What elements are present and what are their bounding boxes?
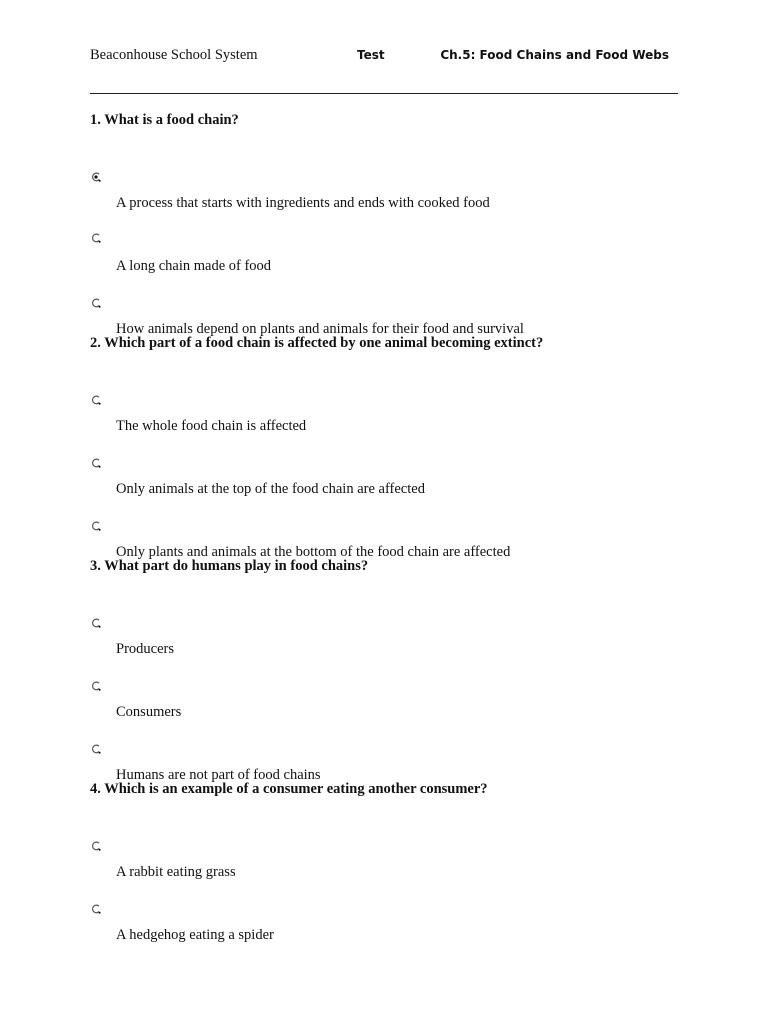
radio-button[interactable]	[91, 233, 101, 243]
option-label: Consumers	[116, 704, 182, 720]
question-title: 1. What is a food chain?	[90, 112, 239, 128]
answer-option[interactable]	[90, 416, 690, 497]
answer-option[interactable]	[90, 130, 690, 211]
answer-option[interactable]	[90, 639, 690, 720]
chapter-title: Ch.5: Food Chains and Food Webs	[440, 48, 669, 62]
option-label: Humans are not part of food chains	[116, 767, 321, 783]
option-label: A process that starts with ingredients and ends with cooked food	[116, 195, 490, 211]
radio-button[interactable]	[91, 904, 101, 914]
radio-button[interactable]	[91, 841, 101, 851]
answer-option[interactable]	[90, 256, 690, 337]
page-header	[90, 47, 678, 67]
answer-option[interactable]	[90, 862, 690, 943]
radio-button[interactable]	[91, 458, 101, 468]
answer-option[interactable]	[90, 479, 690, 560]
answer-option[interactable]	[90, 353, 690, 434]
answer-option[interactable]	[90, 193, 690, 274]
option-label: A long chain made of food	[116, 258, 272, 274]
answer-option[interactable]	[90, 799, 690, 880]
option-label: The whole food chain is affected	[116, 418, 307, 434]
answer-option[interactable]	[90, 576, 690, 657]
radio-button[interactable]	[91, 521, 101, 531]
quiz	[90, 110, 690, 943]
question-title: 2. Which part of a food chain is affected by one animal becoming extinct?	[90, 335, 544, 351]
option-label: Only plants and animals at the bottom of the food chain are affected	[116, 544, 511, 560]
question-4	[90, 779, 690, 943]
question-title: 4. Which is an example of a consumer eating another consumer?	[90, 781, 488, 797]
radio-button-selected[interactable]	[91, 172, 101, 182]
question-1	[90, 110, 690, 337]
option-label: A rabbit eating grass	[116, 864, 236, 880]
radio-button[interactable]	[91, 395, 101, 405]
question-title: 3. What part do humans play in food chains?	[90, 558, 369, 574]
radio-button[interactable]	[91, 298, 101, 308]
header-divider	[90, 93, 678, 94]
radio-button[interactable]	[91, 744, 101, 754]
option-label: Producers	[116, 641, 174, 657]
radio-button[interactable]	[91, 681, 101, 691]
question-2	[90, 333, 690, 560]
option-label: How animals depend on plants and animals for their food and survival	[116, 321, 524, 337]
test-label: Test	[357, 48, 385, 62]
answer-option[interactable]	[90, 702, 690, 783]
question-3	[90, 556, 690, 783]
option-label: A hedgehog eating a spider	[116, 927, 274, 943]
school-name: Beaconhouse School System	[90, 47, 258, 63]
radio-button[interactable]	[91, 618, 101, 628]
option-label: Only animals at the top of the food chain are affected	[116, 481, 425, 497]
